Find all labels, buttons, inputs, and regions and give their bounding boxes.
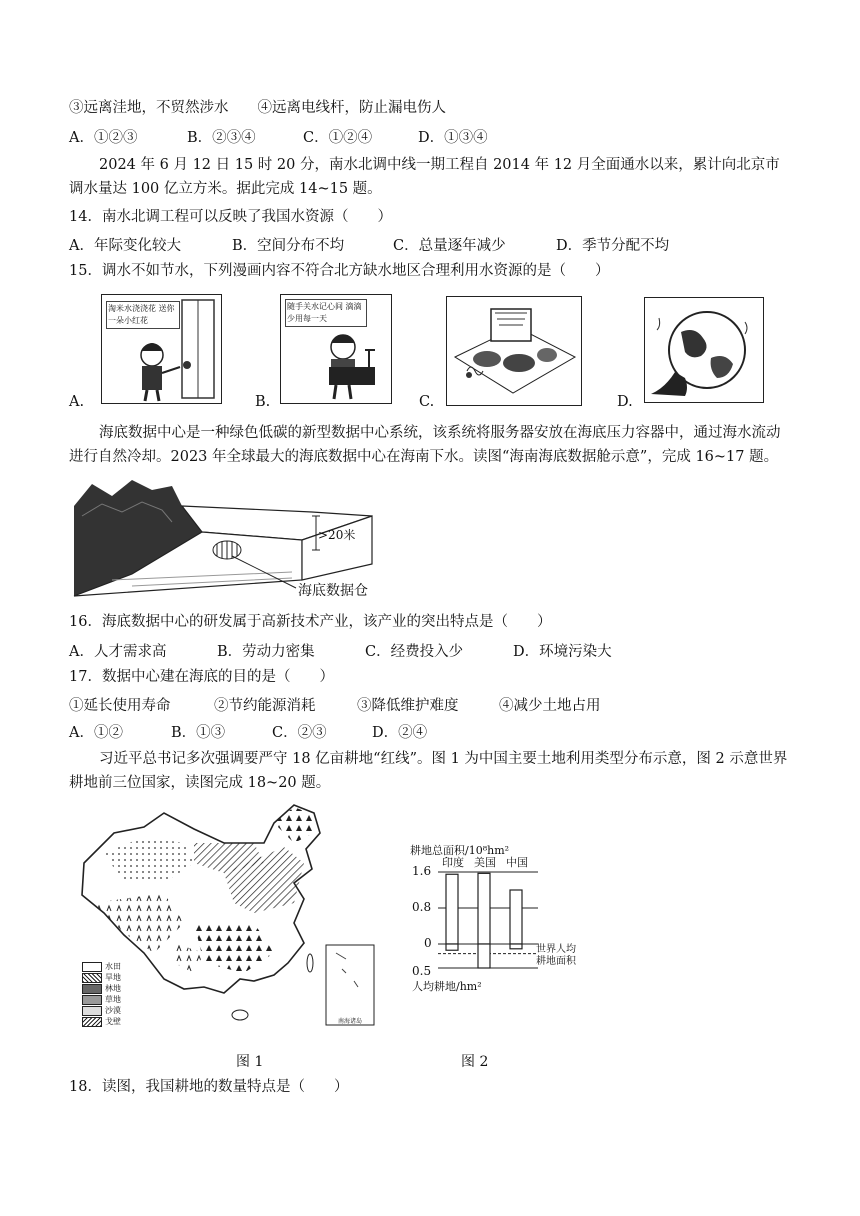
fig1-legend — [82, 961, 121, 1027]
q13-statement-line: ③远离洼地，不贸然涉水 ④远离电线杆，防止漏电伤人 — [69, 100, 446, 116]
fig2-bars-svg — [408, 840, 618, 1000]
cartoon-c-image — [446, 296, 582, 406]
q14-option-c[interactable]: C．总量逐年减少 — [393, 238, 506, 254]
fig2-bar-percapita-2 — [510, 944, 522, 949]
q14-stem: 14．南水北调工程可以反映了我国水资源（ ） — [69, 209, 392, 225]
q15-option-a[interactable]: A. — [69, 394, 85, 410]
q13-option-b[interactable]: B．②③④ — [187, 130, 256, 146]
fig2-tick-0-8: 0.8 — [412, 900, 432, 914]
fig2-tick-0-5: 0.5 — [412, 964, 432, 978]
q17-option-b[interactable]: B．①③ — [171, 725, 226, 741]
legend-gobi: 戈壁 — [82, 1016, 121, 1027]
fig2-bar-total-1 — [478, 873, 490, 944]
q17-stem: 17．数据中心建在海底的目的是（ ） — [69, 669, 334, 685]
fig2-world-avg-label-1: 世界人均 — [536, 944, 576, 955]
fig2-bar-total-2 — [510, 890, 522, 944]
fig2-tick-0: 0 — [424, 936, 432, 950]
q16-option-a[interactable]: A．人才需求高 — [69, 644, 167, 660]
fig2-world-avg-label-2: 耕地面积 — [536, 956, 576, 967]
legend-desert: 沙漠 — [82, 1005, 121, 1016]
legend-forest: 林地 — [82, 983, 121, 994]
intro-16-17: 海底数据中心是一种绿色低碳的新型数据中心系统，该系统将服务器安放在海底压力容器中，通过海水流动进行自然冷却。2023 年全球最大的海底数据中心在海南下水。读图“海南海底数据舱示意”，完成 16~17 题。 — [69, 425, 781, 465]
seafloor-datacenter-figure — [72, 476, 392, 602]
overflowing-wash-icon — [447, 297, 581, 405]
fig1-china-landuse-map — [74, 803, 380, 1038]
q16-option-b[interactable]: B．劳动力密集 — [217, 644, 315, 660]
intro-14-15: 2024 年 6 月 12 日 15 时 20 分，南水北调中线一期工程自 2014 年 12 月全面通水以来，累计向北京市调水量达 100 亿立方米。据此完成 14~15 题。 — [69, 157, 780, 197]
q14-option-b[interactable]: B．空间分布不均 — [232, 238, 345, 254]
q17-statement-2: ②节约能源消耗 — [214, 698, 316, 714]
capsule-label: 海底数据仓 — [298, 583, 368, 599]
cartoon-b-caption: 随手关水记心间 滴滴少用每一天 — [285, 299, 367, 327]
q18-stem: 18．读图，我国耕地的数量特点是（ ） — [69, 1079, 349, 1095]
q13-option-c[interactable]: C．①②④ — [303, 130, 373, 146]
q17-option-d[interactable]: D．②④ — [372, 725, 428, 741]
legend-grassland: 草地 — [82, 994, 121, 1005]
fig2-tick-1-6: 1.6 — [412, 864, 432, 878]
crying-earth-icon — [645, 298, 763, 402]
q15-stem: 15．调水不如节水，下列漫画内容不符合北方缺水地区合理利用水资源的是（ ） — [69, 263, 610, 279]
q17-statement-4: ④减少土地占用 — [499, 698, 601, 714]
fig2-caption: 图 2 — [461, 1054, 489, 1070]
fig2-top-axis-label: 耕地总面积/10⁸hm² — [410, 844, 510, 857]
q15-option-d[interactable]: D. — [617, 394, 633, 410]
q14-option-d[interactable]: D．季节分配不均 — [556, 238, 670, 254]
boy-closing-tap-icon — [281, 295, 391, 403]
fig2-country-usa: 美国 — [474, 856, 496, 869]
fig2-bar-percapita-1 — [478, 944, 490, 968]
q13-option-a[interactable]: A．①②③ — [69, 130, 138, 146]
q13-option-d[interactable]: D．①③④ — [418, 130, 488, 146]
cartoon-b-image — [280, 294, 392, 404]
fig2-country-india: 印度 — [442, 856, 464, 869]
q14-option-a[interactable]: A．年际变化较大 — [69, 238, 181, 254]
q16-option-d[interactable]: D．环境污染大 — [513, 644, 612, 660]
legend-paddy: 水田 — [82, 961, 121, 972]
fig2-country-china: 中国 — [506, 856, 528, 869]
q17-option-a[interactable]: A．①② — [69, 725, 123, 741]
depth-label: >20米 — [318, 528, 356, 542]
fig2-bottom-axis-label: 人均耕地/hm² — [412, 980, 482, 993]
fig1-caption: 图 1 — [236, 1054, 264, 1070]
q17-option-c[interactable]: C．②③ — [272, 725, 327, 741]
q15-option-b[interactable]: B. — [255, 394, 271, 410]
fig2-bar-total-0 — [446, 874, 458, 944]
q15-option-c[interactable]: C. — [419, 394, 435, 410]
boy-watering-flower-icon — [102, 295, 221, 403]
cartoon-a-image — [101, 294, 222, 404]
intro-18-20: 习近平总书记多次强调要严守 18 亿亩耕地“红线”。图 1 为中国主要土地利用类型分布示意，图 2 示意世界耕地前三位国家，读图完成 18~20 题。 — [69, 751, 788, 791]
fig2-bar-percapita-0 — [446, 944, 458, 950]
fig2-cropland-chart — [408, 840, 618, 1000]
cartoon-d-image — [644, 297, 764, 403]
q17-statement-1: ①延长使用寿命 — [69, 698, 171, 714]
q16-stem: 16．海底数据中心的研发属于高新技术产业，该产业的突出特点是（ ） — [69, 614, 552, 630]
cartoon-a-caption: 淘米水浇浇花 送你一朵小红花 — [106, 301, 180, 329]
q16-option-c[interactable]: C．经费投入少 — [365, 644, 464, 660]
q17-statement-3: ③降低维护难度 — [357, 698, 459, 714]
inset-label: 南海诸岛 — [338, 1018, 363, 1025]
legend-dryland: 旱地 — [82, 972, 121, 983]
